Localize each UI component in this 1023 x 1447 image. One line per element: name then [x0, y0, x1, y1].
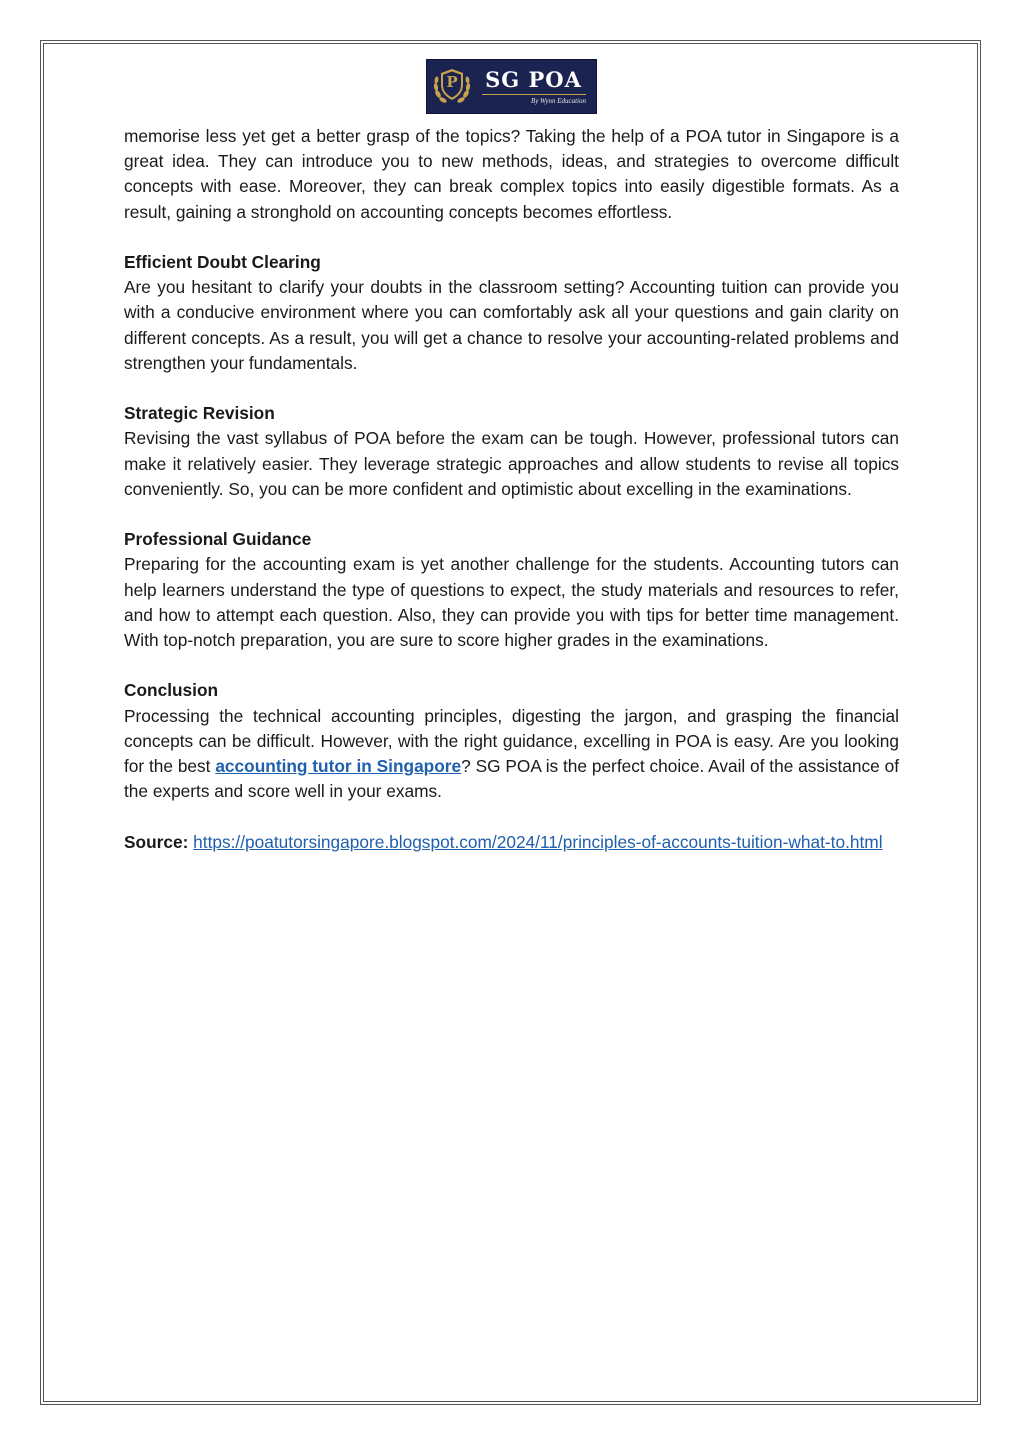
section-body-doubt-clearing: Are you hesitant to clarify your doubts in the classroom setting? Accounting tuition can provide you with a conducive environment where you can comfortably ask all your questions and gain clarity on different concepts. As a result, you will get a chance to resolve your accounting-related problems and strengthen your fundamentals.: [124, 277, 899, 373]
logo-title: SG POA: [485, 66, 582, 92]
section-heading-conclusion: Conclusion: [124, 680, 219, 701]
source-url-link[interactable]: https://poatutorsingapore.blogspot.com/2024/11/principles-of-accounts-tuition-what-to.html: [193, 831, 883, 852]
section-heading-doubt-clearing: Efficient Doubt Clearing: [124, 252, 321, 272]
section-heading-strategic-revision: Strategic Revision: [124, 403, 275, 424]
section-body-conclusion: [124, 704, 899, 805]
intro-paragraph: memorise less yet get a better grasp of the topics? Taking the help of a POA tutor in Singapore is a great idea. They can introduce you to new methods, ideas, and strategies to overcome difficult concepts with ease. Moreover, they can break complex topics into easily digestible formats. As a result, gaining a stronghold on accounting concepts becomes effortless.: [124, 126, 899, 222]
accounting-tutor-link[interactable]: accounting tutor in Singapore: [215, 756, 462, 777]
logo-subtitle: By Wynn Education: [531, 96, 586, 105]
logo-text: [477, 68, 596, 106]
section-body-strategic-revision: Revising the vast syllabus of POA before the exam can be tough. However, professional tutors can make it relatively easier. They leverage strategic approaches and allow students to revise all topics conveniently. So, you can be more confident and optimistic about excelling in the examinations.: [124, 428, 899, 499]
document-body: [124, 124, 899, 855]
source-label: Source:: [124, 831, 189, 852]
sg-poa-logo: [426, 59, 597, 114]
logo-divider: [482, 94, 586, 95]
section-heading-professional-guidance: Professional Guidance: [124, 529, 312, 550]
shield-laurel-icon: [427, 60, 477, 113]
conclusion-text-after-link: ? SG POA is the perfect choice. Avail of the assistance of the experts and score well in your exams.: [124, 756, 900, 802]
conclusion-text-before-link: Processing the technical accounting principles, digesting the jargon, and grasping the financial concepts can be difficult. However, with the right guidance, excelling in POA is easy. Are you looking for the best: [124, 705, 899, 777]
section-body-professional-guidance: Preparing for the accounting exam is yet another challenge for the students. Accounting tutors can help learners understand the type of questions to expect, the study materials and resources to refer, and how to attempt each question. Also, they can provide you with tips for better time management. With top-notch preparation, you are sure to score higher grades in the examinations.: [124, 554, 899, 651]
logo-mark-letter: P: [446, 73, 458, 91]
source-line: [124, 830, 899, 855]
